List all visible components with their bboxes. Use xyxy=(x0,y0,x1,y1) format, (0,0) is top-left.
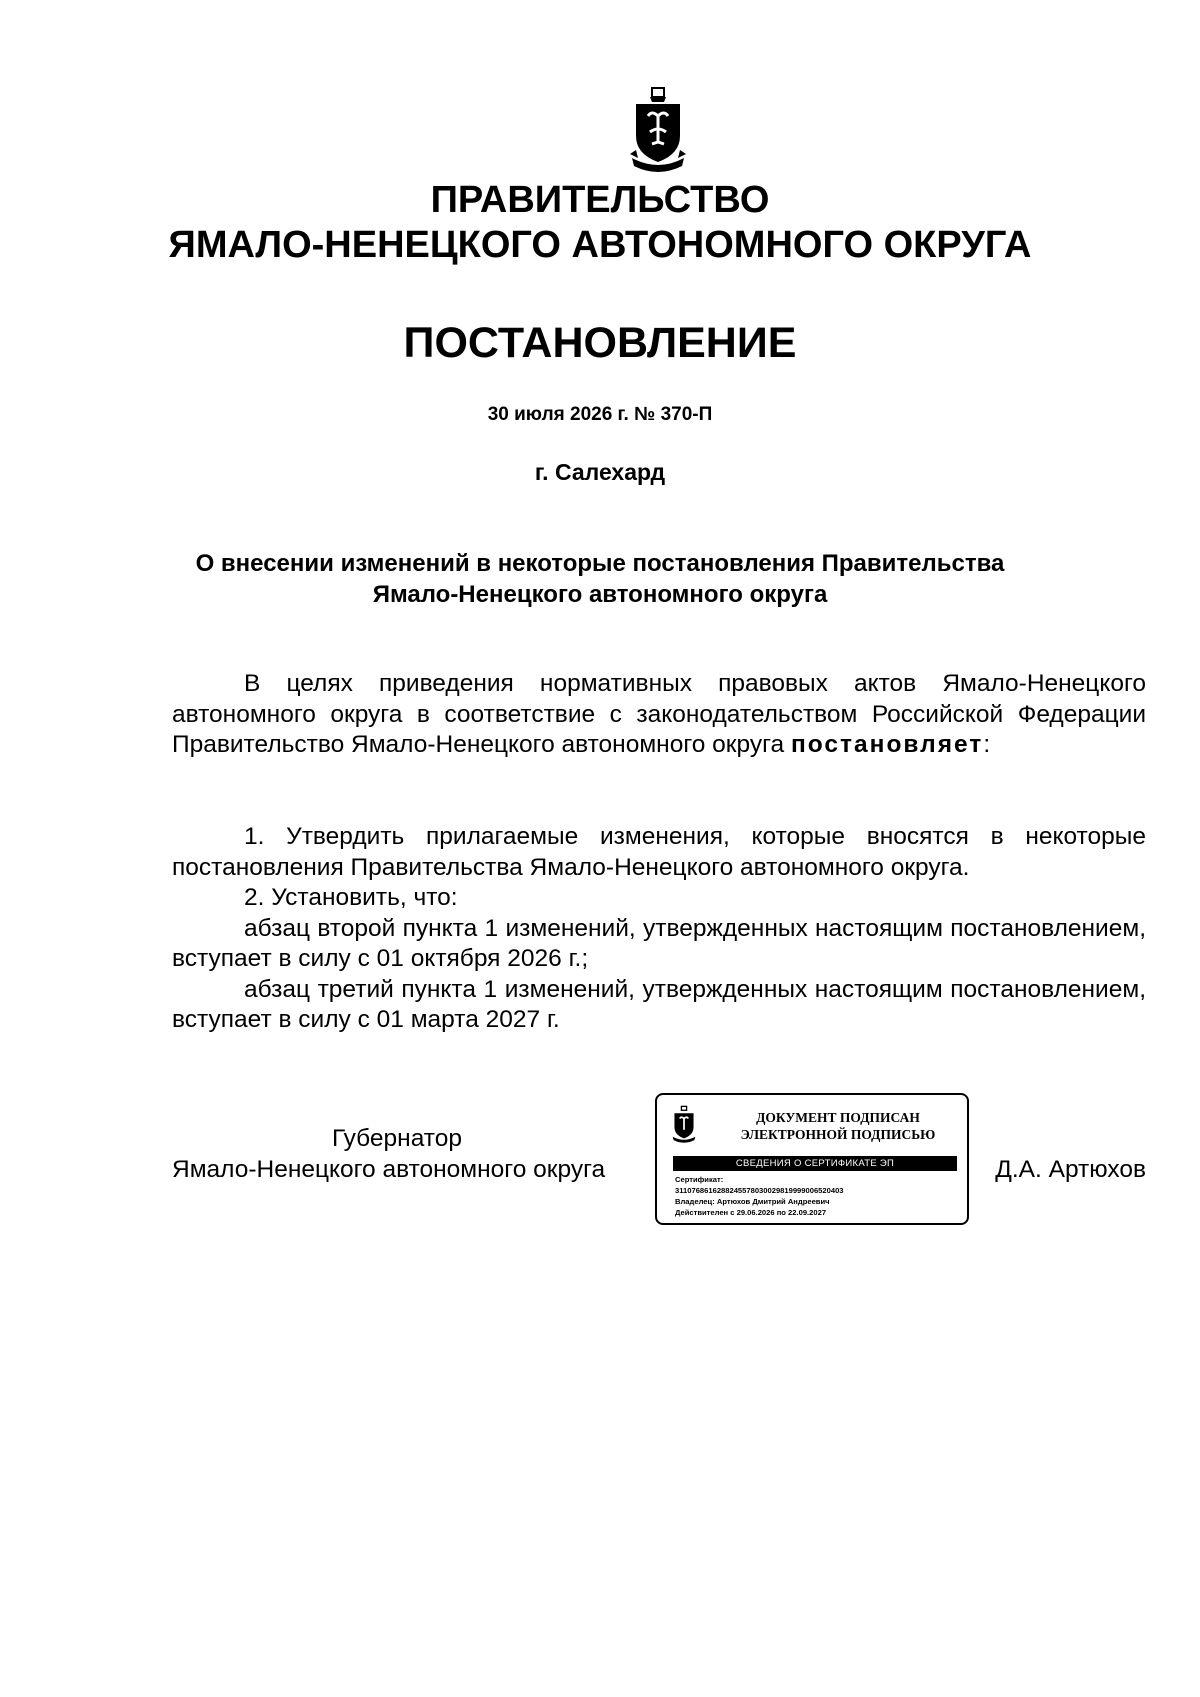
certificate-owner: Владелец: Артюхов Дмитрий Андреевич xyxy=(675,1197,830,1206)
certificate-label: Сертификат: xyxy=(675,1175,724,1184)
subject-line1: О внесении изменений в некоторые постановления Правительства xyxy=(195,550,1005,577)
preamble xyxy=(172,669,1146,761)
preamble-colon: : xyxy=(983,731,991,758)
electronic-signature-stamp xyxy=(655,1093,969,1225)
city: г. Салехард xyxy=(534,459,666,485)
signatory-title-line2: Ямало-Ненецкого автономного округа xyxy=(172,1156,606,1183)
document-type: ПОСТАНОВЛЕНИЕ xyxy=(403,319,797,367)
certificate-number: 3110768616288245578030029819999006520403 xyxy=(675,1186,844,1195)
item-2-subparagraph-1: абзац второй пункта 1 изменений, утвержденных настоящим постановлением, вступает в силу с 01 октября 2026 г.; xyxy=(172,914,1146,972)
signature-heading-line2: ЭЛЕКТРОННОЙ ПОДПИСЬЮ xyxy=(740,1127,936,1142)
certificate-validity: Действителен с 29.06.2026 по 22.09.2027 xyxy=(675,1208,827,1217)
signatory-title-line1: Губернатор xyxy=(332,1125,462,1152)
coat-of-arms-small-icon xyxy=(671,1105,697,1145)
coat-of-arms-emblem xyxy=(628,86,688,176)
signature-heading xyxy=(713,1109,963,1143)
decree-word: постановляет xyxy=(790,731,984,758)
item-2-subparagraph-2: абзац третий пункта 1 изменений, утвержденных настоящим постановлением, вступает в силу с 01 марта 2027 г. xyxy=(172,975,1146,1033)
preamble-text: В целях приведения нормативных правовых актов Ямало-Ненецкого автономного округа в соответствие с законодательством Российской Федерации Правительство Ямало-Ненецкого автономного округа xyxy=(172,670,1146,758)
decree-items xyxy=(172,822,1146,1036)
date-and-number: 30 июля 2026 г. № 370-П xyxy=(487,404,713,425)
signatory-title xyxy=(172,1123,642,1185)
certificate-details xyxy=(675,1174,844,1218)
preamble-paragraph xyxy=(172,669,1146,761)
subject-line2: Ямало-Ненецкого автономного округа xyxy=(372,581,828,608)
item-1: 1. Утвердить прилагаемые изменения, которые вносятся в некоторые постановления Правительства Ямало-Ненецкого автономного округа. xyxy=(172,823,1146,881)
signatory-name: Д.А. Артюхов xyxy=(995,1156,1146,1183)
certificate-info-bar: СВЕДЕНИЯ О СЕРТИФИКАТЕ ЭП xyxy=(673,1156,957,1171)
organization-name-line2: ЯМАЛО-НЕНЕЦКОГО АВТОНОМНОГО ОКРУГА xyxy=(168,224,1032,266)
signature-heading-line1: ДОКУМЕНТ ПОДПИСАН xyxy=(756,1110,920,1125)
item-2: 2. Установить, что: xyxy=(244,884,458,911)
document-subject xyxy=(0,548,1200,610)
organization-name-line1: ПРАВИТЕЛЬСТВО xyxy=(430,179,770,221)
